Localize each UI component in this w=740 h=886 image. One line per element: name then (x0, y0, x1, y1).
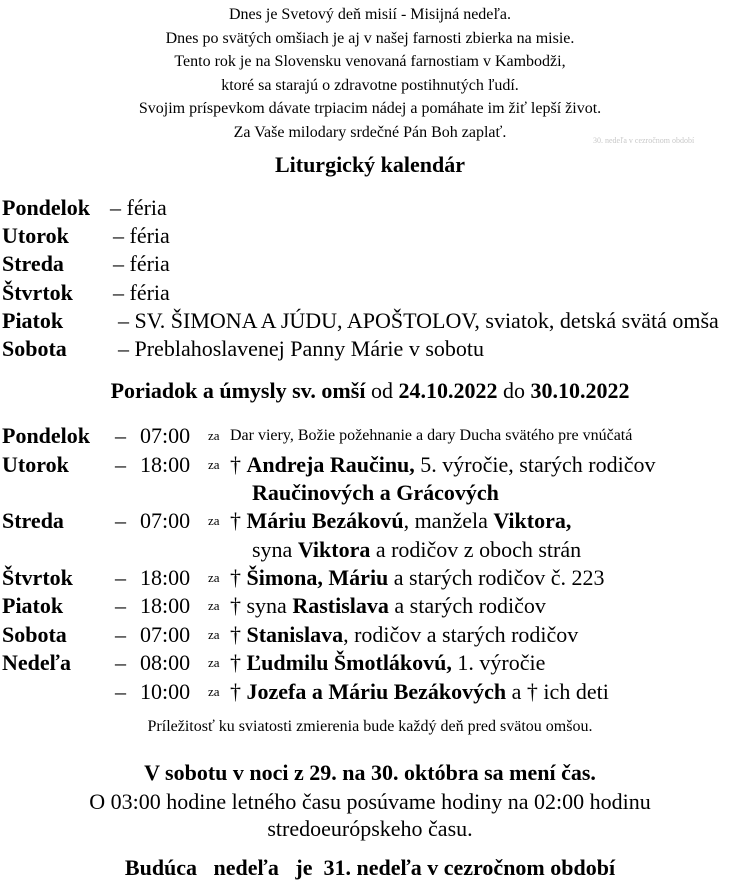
dash: – (115, 565, 126, 590)
za-label: za (208, 570, 220, 585)
intention-text: a starých rodičov (388, 593, 546, 618)
calendar-day: Štvrtok (2, 280, 73, 305)
za-label: za (208, 457, 220, 472)
intention-name: Rastislava (292, 593, 389, 618)
mass-intention (230, 621, 578, 650)
calendar-desc: – féria (110, 195, 167, 220)
calendar-day: Streda (2, 251, 64, 276)
mass-time: 08:00 (140, 650, 191, 675)
intention-name: Viktora (297, 537, 371, 562)
intention-name: Máriu Bezákovú (246, 508, 404, 533)
mass-row-continuation (2, 536, 740, 565)
cross-symbol: † (230, 508, 247, 533)
mass-time: 18:00 (140, 593, 191, 618)
mass-intention (252, 479, 499, 508)
za-label: za (208, 627, 220, 642)
intention-name: Šimona, Máriu (246, 565, 389, 590)
mass-order-title-from: od (365, 378, 399, 403)
mass-day: Piatok (2, 593, 64, 618)
mass-day: Nedeľa (2, 650, 71, 675)
mass-row (2, 507, 740, 536)
mass-time: 10:00 (140, 679, 191, 704)
mass-intention (230, 451, 656, 480)
calendar-desc: – SV. ŠIMONA A JÚDU, APOŠTOLOV, sviatok, detská svätá omša (118, 308, 719, 333)
cross-symbol: † (230, 650, 247, 675)
mass-order-title-to: do (497, 378, 531, 403)
calendar-desc: – féria (113, 280, 170, 305)
dash: – (115, 650, 126, 675)
intention-name: Andreja Raučinu, (246, 452, 415, 477)
cross-symbol: † (230, 452, 247, 477)
intro-line: Dnes po svätých omšiach je aj v našej farnosti zbierka na misie. (165, 29, 575, 47)
intention-name: Jozefa a Máriu Bezákových (246, 679, 507, 704)
za-label: za (208, 655, 220, 670)
intro-line: Svojim príspevkom dávate trpiacim nádej a pomáhate im žiť lepší život. (138, 100, 602, 117)
dash: – (115, 423, 126, 448)
dash: – (115, 622, 126, 647)
mass-order-date-to: 30.10.2022 (530, 378, 630, 403)
intention-text: a starých rodičov č. 223 (388, 565, 605, 590)
intention-name: Stanislava (246, 622, 344, 647)
intro-line: Tento rok je na Slovensku venovaná farnostiam v Kambodži, (174, 53, 566, 70)
intention-text: 1. výročie (451, 650, 546, 675)
mass-order-title-text: Poriadok a úmysly sv. omší (110, 378, 366, 403)
time-change-line: stredoeurópskeho času. (267, 816, 473, 841)
mass-row (2, 564, 740, 593)
intention-name: Viktora, (493, 508, 572, 533)
mass-day: Utorok (2, 452, 69, 477)
dash: – (115, 508, 126, 533)
mass-row (2, 621, 740, 650)
mass-intention: Dar viery, Božie požehnanie a dary Ducha svätého pre vnúčatá (230, 427, 633, 444)
calendar-day: Pondelok (2, 195, 91, 220)
mass-day: Streda (2, 508, 64, 533)
cross-symbol: † (230, 679, 247, 704)
calendar-day: Utorok (2, 223, 69, 248)
intention-name: Raučinových a Grácových (252, 480, 499, 505)
mass-time: 07:00 (140, 508, 191, 533)
intention-text: a rodičov z oboch strán (370, 537, 582, 562)
mass-time: 18:00 (140, 565, 191, 590)
mass-time: 07:00 (140, 423, 191, 448)
confession-note: Príležitosť ku sviatosti zmierenia bude každý deň pred svätou omšou. (147, 718, 593, 735)
intro-line: ktoré sa starajú o zdravotne postihnutých ľudí. (221, 76, 519, 94)
calendar-day: Piatok (2, 308, 64, 333)
mass-order-date-from: 24.10.2022 (398, 378, 498, 403)
mass-row (2, 592, 740, 621)
intro-line: Dnes je Svetový deň misií - Misijná nedeľa. (228, 6, 511, 23)
mass-time: 18:00 (140, 452, 191, 477)
intention-text: syna (246, 593, 293, 618)
mass-row (2, 649, 740, 678)
calendar-day: Sobota (2, 336, 67, 361)
intro-line: Za Vaše milodary srdečné Pán Boh zaplať. (233, 123, 507, 141)
intention-text: , rodičov a starých rodičov (343, 622, 579, 647)
intention-text: a † ich deti (506, 679, 609, 704)
calendar-desc: – féria (113, 223, 170, 248)
mass-day: Pondelok (2, 423, 91, 448)
mass-time: 07:00 (140, 622, 191, 647)
mass-intention (230, 649, 545, 678)
mass-intention (230, 592, 546, 621)
mass-row (2, 422, 740, 451)
mission-sunday-announcement (0, 3, 740, 144)
intention-text: 5. výročie, starých rodičov (414, 452, 656, 477)
intention-name: Ľudmilu Šmotlákovú, (246, 650, 452, 675)
dash: – (115, 593, 126, 618)
za-label: za (208, 684, 220, 699)
calendar-desc: – féria (113, 251, 170, 276)
dash: – (115, 679, 126, 704)
za-label: za (208, 513, 220, 528)
mass-intention (230, 507, 571, 536)
mass-row (2, 678, 740, 707)
watermark-text: 30. nedeľa v cezročnom období (593, 136, 695, 145)
mass-intention (230, 678, 609, 707)
time-change-line: O 03:00 hodine letného času posúvame hodiny na 02:00 hodinu (89, 789, 651, 814)
time-change-title: V sobotu v noci z 29. na 30. októbra sa mení čas. (144, 760, 596, 785)
za-label: za (208, 598, 220, 613)
calendar-desc: – Preblahoslavenej Panny Márie v sobotu (118, 336, 484, 361)
mass-intention (230, 564, 605, 593)
mass-row (2, 451, 740, 480)
next-sunday-note: Budúca nedeľa je 31. nedeľa v cezročnom období (124, 855, 616, 880)
cross-symbol: † (230, 593, 247, 618)
intention-text: , manžela (403, 508, 494, 533)
cross-symbol: † (230, 565, 247, 590)
mass-order-title (0, 378, 740, 404)
mass-row-continuation (2, 479, 740, 508)
cross-symbol: † (230, 622, 247, 647)
mass-intention (252, 536, 581, 565)
dash: – (115, 452, 126, 477)
calendar-title: Liturgický kalendár (274, 152, 466, 177)
intention-text: syna (252, 537, 298, 562)
mass-day: Štvrtok (2, 565, 73, 590)
mass-day: Sobota (2, 622, 67, 647)
za-label: za (208, 428, 220, 443)
